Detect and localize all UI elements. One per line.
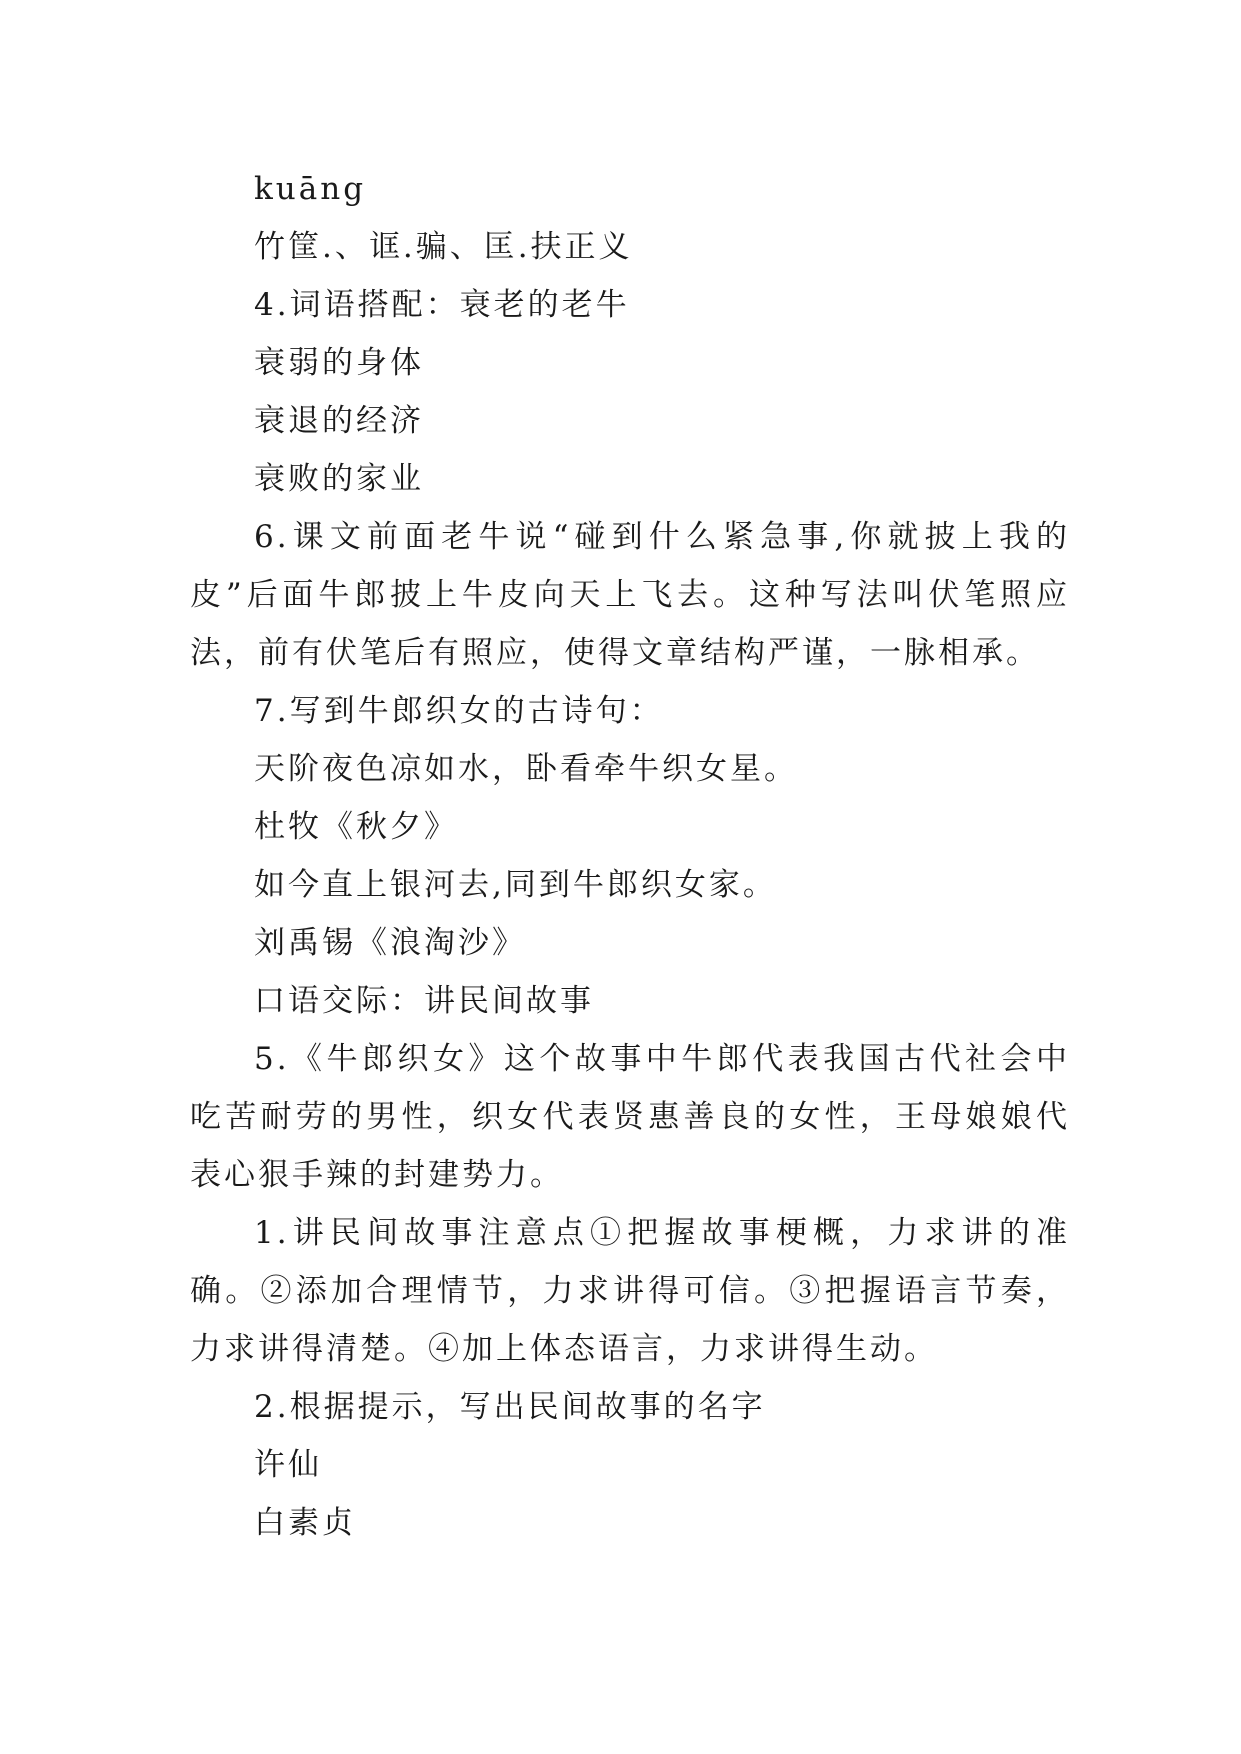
- hint-line: 许仙: [254, 1447, 322, 1483]
- pinyin-line: kuāng: [254, 171, 367, 207]
- collocation-line: 衰败的家业: [254, 461, 424, 497]
- section-heading: 口语交际：讲民间故事: [254, 983, 594, 1019]
- item-4-heading: 4.词语搭配：衰老的老牛: [254, 287, 630, 323]
- collocation-line: 衰弱的身体: [254, 345, 424, 381]
- item-6-paragraph: 6.课文前面老牛说“碰到什么紧急事,你就披上我的皮”后面牛郎披上牛皮向天上飞去。这种写法叫伏笔照应法，前有伏笔后有照应，使得文章结构严谨，一脉相承。: [190, 519, 1070, 671]
- hint-line: 白素贞: [254, 1505, 356, 1541]
- document-page: [190, 160, 1070, 1552]
- poem-line: 天阶夜色凉如水，卧看牵牛织女星。: [254, 751, 798, 787]
- collocation-line: 衰退的经济: [254, 403, 424, 439]
- item-1-paragraph: 1.讲民间故事注意点①把握故事梗概，力求讲的准确。②添加合理情节，力求讲得可信。③把握语言节奏，力求讲得清楚。④加上体态语言，力求讲得生动。: [190, 1215, 1070, 1367]
- poem-source: 杜牧《秋夕》: [254, 809, 458, 845]
- poem-line: 如今直上银河去,同到牛郎织女家。: [254, 867, 777, 903]
- item-2-heading: 2.根据提示，写出民间故事的名字: [254, 1389, 766, 1425]
- item-7-heading: 7.写到牛郎织女的古诗句：: [254, 693, 664, 729]
- word-list-line: 竹筐.、诓.骗、匡.扶正义: [254, 229, 633, 265]
- poem-source: 刘禹锡《浪淘沙》: [254, 925, 526, 961]
- item-5-paragraph: 5.《牛郎织女》这个故事中牛郎代表我国古代社会中吃苦耐劳的男性，织女代表贤惠善良的女性，王母娘娘代表心狠手辣的封建势力。: [190, 1041, 1070, 1193]
